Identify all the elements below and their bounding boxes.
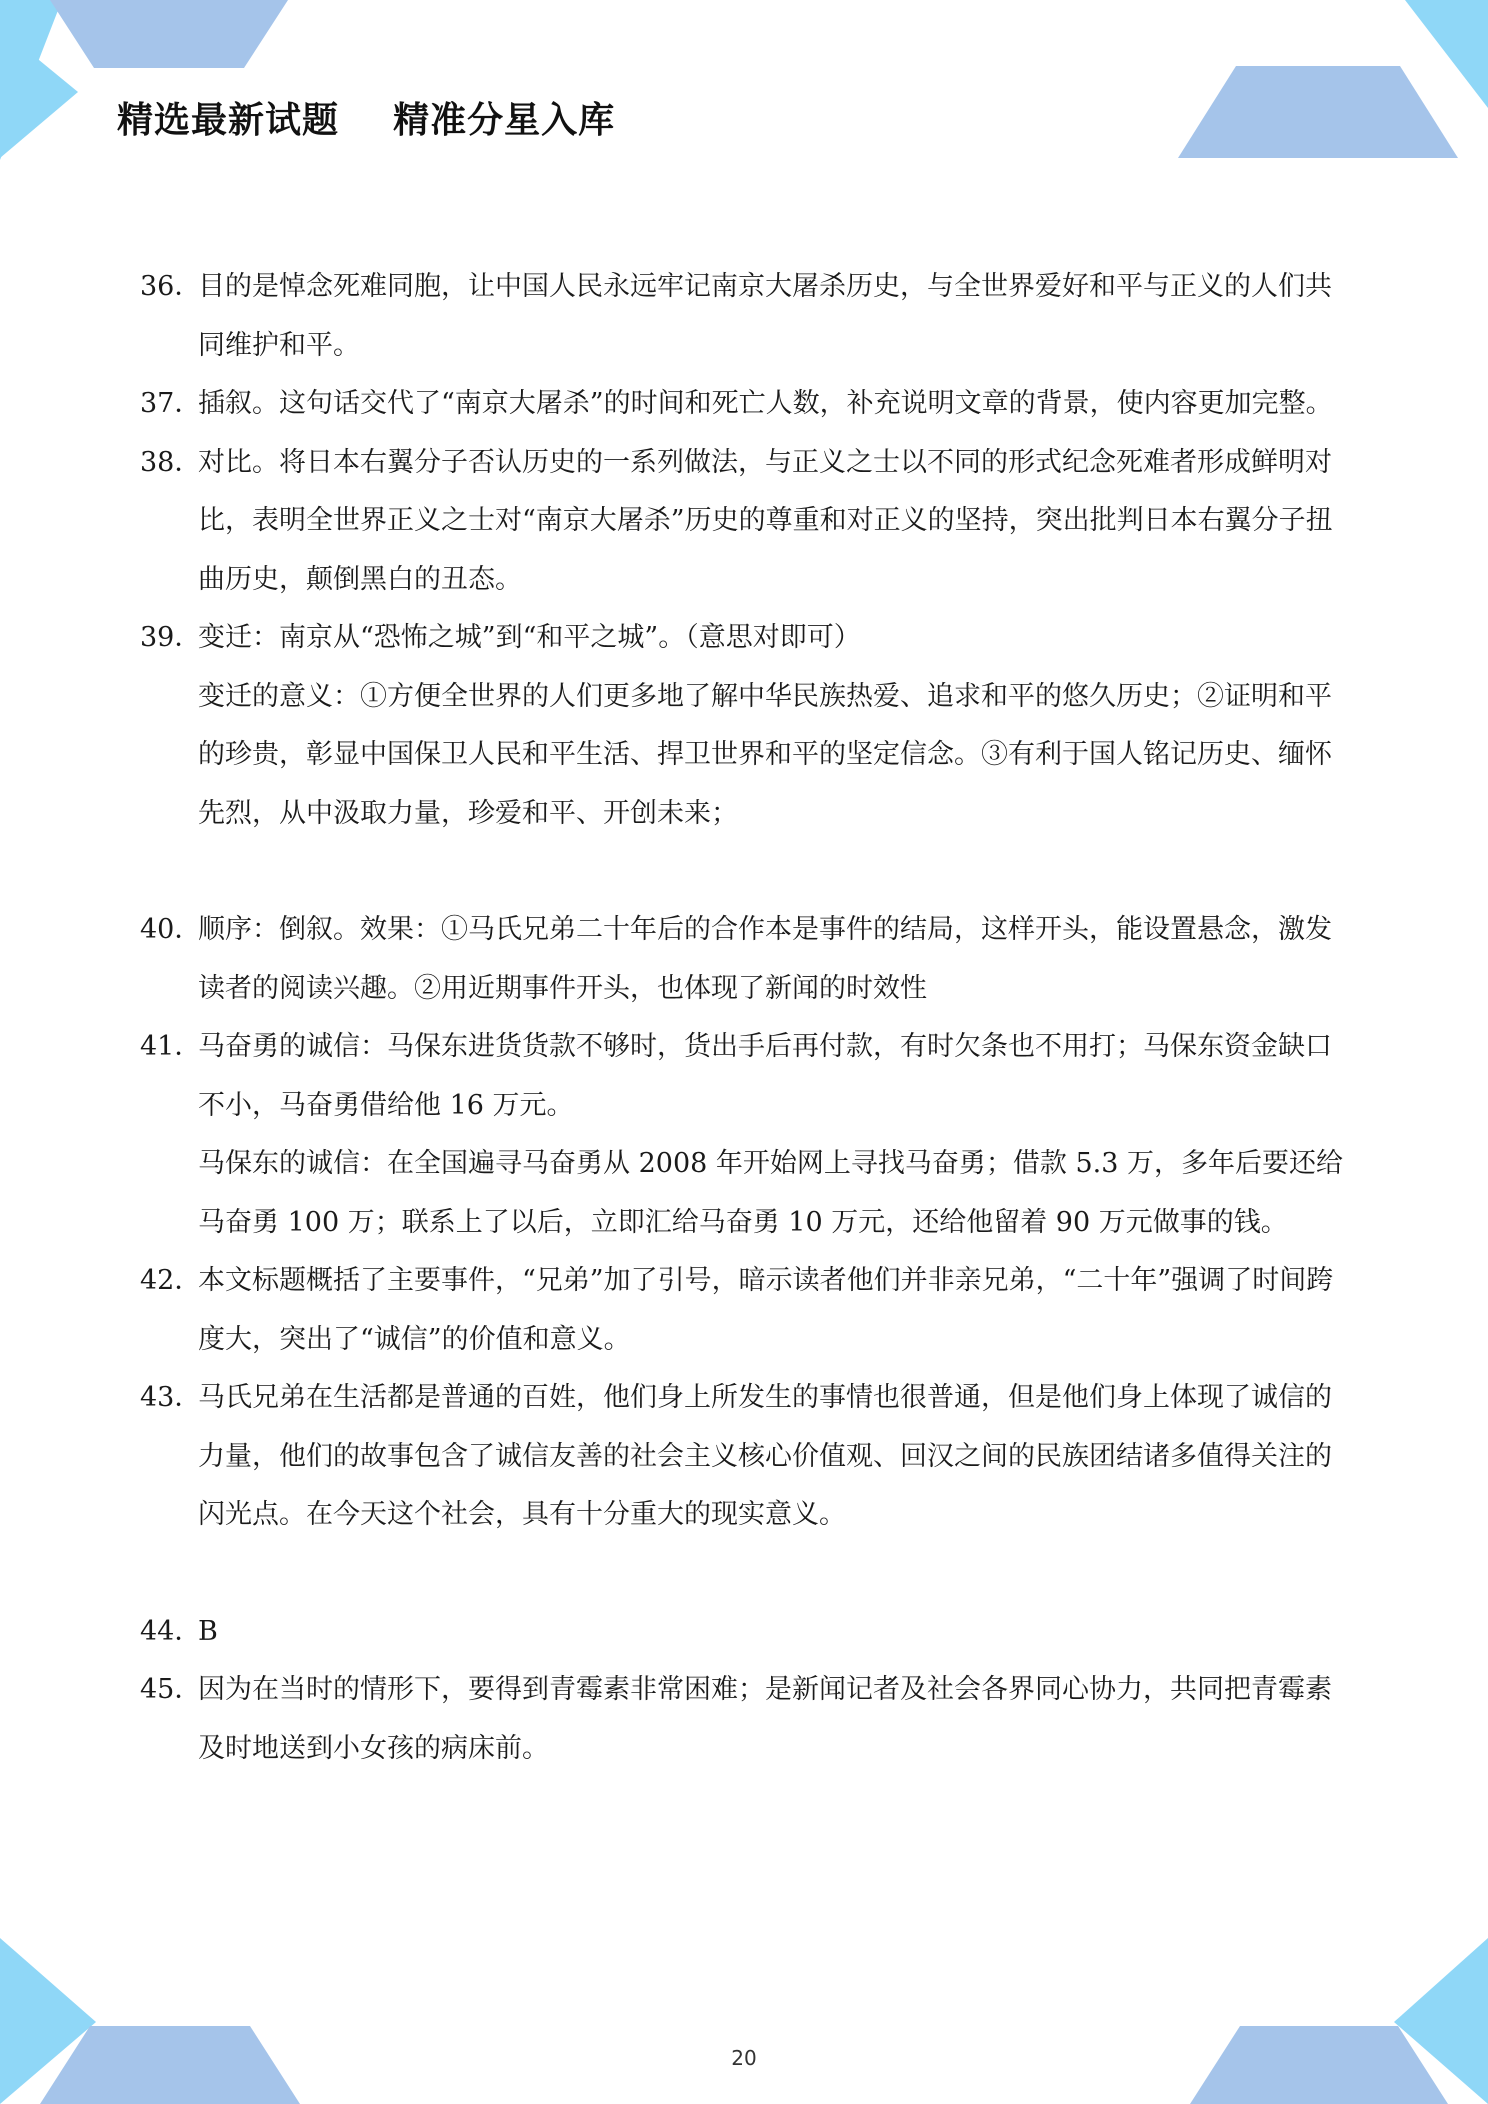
answer-text: 插叙。这句话交代了“南京大屠杀”的时间和死亡人数，补充说明文章的背景，使内容更加完整。 xyxy=(198,388,1333,419)
answer-list xyxy=(140,258,1345,1778)
answer-item-40 xyxy=(140,901,1345,1018)
page-number: 20 xyxy=(731,2046,757,2070)
answer-item-38 xyxy=(140,434,1345,610)
answer-item-43 xyxy=(140,1369,1345,1545)
answer-text: 本文标题概括了主要事件，“兄弟”加了引号，暗示读者他们并非亲兄弟，“二十年”强调了时间跨度大，突出了“诚信”的价值和意义。 xyxy=(198,1265,1334,1355)
answer-text: 因为在当时的情形下，要得到青霉素非常困难；是新闻记者及社会各界同心协力，共同把青霉素及时地送到小女孩的病床前。 xyxy=(198,1674,1332,1764)
question-number: 42． xyxy=(140,1265,202,1296)
answer-item-36 xyxy=(140,258,1345,375)
decor-trapezoid-top-right xyxy=(1178,66,1458,158)
answer-item-39 xyxy=(140,609,1345,843)
answer-text: 马保东的诚信：在全国遍寻马奋勇从 2008 年开始网上寻找马奋勇；借款 5.3 万，多年后要还给马奋勇 100 万；联系上了以后，立即汇给马奋勇 10 万元，还给他留着 90 万元做事的钱。 xyxy=(198,1148,1343,1238)
answer-text: 变迁的意义：①方便全世界的人们更多地了解中华民族热爱、追求和平的悠久历史；②证明和平的珍贵，彰显中国保卫人民和平生活、捍卫世界和平的坚定信念。③有利于国人铭记历史、缅怀先烈，从中汲取力量，珍爱和平、开创未来； xyxy=(198,680,1332,829)
question-number: 43． xyxy=(140,1382,202,1413)
header-title: 精选最新试题 精准分星入库 xyxy=(117,100,616,141)
answer-text: 马氏兄弟在生活都是普通的百姓，他们身上所发生的事情也很普通，但是他们身上体现了诚信的力量，他们的故事包含了诚信友善的社会主义核心价值观、回汉之间的民族团结诸多值得关注的闪光点。在今天这个社会，具有十分重大的现实意义。 xyxy=(198,1382,1332,1530)
answer-text: 对比。将日本右翼分子否认历史的一系列做法，与正义之士以不同的形式纪念死难者形成鲜明对比，表明全世界正义之士对“南京大屠杀”历史的尊重和对正义的坚持，突出批判日本右翼分子扭曲历史，颠倒黑白的丑态。 xyxy=(198,446,1333,595)
answer-item-44 xyxy=(140,1603,1345,1662)
question-number: 36． xyxy=(140,271,202,302)
answer-item-37 xyxy=(140,375,1345,434)
answer-item-45 xyxy=(140,1661,1345,1778)
spacer xyxy=(140,843,1345,901)
answer-text: B xyxy=(198,1615,218,1647)
question-number: 44． xyxy=(140,1615,202,1647)
decor-trapezoid-top-left xyxy=(50,0,288,68)
answer-text: 马奋勇的诚信：马保东进货货款不够时，货出手后再付款，有时欠条也不用打；马保东资金缺口不小，马奋勇借给他 16 万元。 xyxy=(198,1031,1332,1121)
question-number: 40． xyxy=(140,914,202,945)
question-number: 37． xyxy=(140,388,202,419)
answer-text: 变迁：南京从“恐怖之城”到“和平之城”。（意思对即可） xyxy=(198,622,861,653)
answer-item-42 xyxy=(140,1252,1345,1369)
question-number: 39． xyxy=(140,622,202,653)
answer-text: 目的是悼念死难同胞，让中国人民永远牢记南京大屠杀历史，与全世界爱好和平与正义的人们共同维护和平。 xyxy=(198,271,1332,361)
answer-item-41 xyxy=(140,1018,1345,1252)
answer-text: 顺序：倒叙。效果：①马氏兄弟二十年后的合作本是事件的结局，这样开头，能设置悬念，激发读者的阅读兴趣。②用近期事件开头，也体现了新闻的时效性 xyxy=(198,914,1332,1004)
question-number: 38． xyxy=(140,446,202,478)
question-number: 41． xyxy=(140,1031,202,1062)
question-number: 45． xyxy=(140,1674,202,1705)
decor-triangle-top-right xyxy=(1405,0,1488,108)
spacer xyxy=(140,1545,1345,1603)
